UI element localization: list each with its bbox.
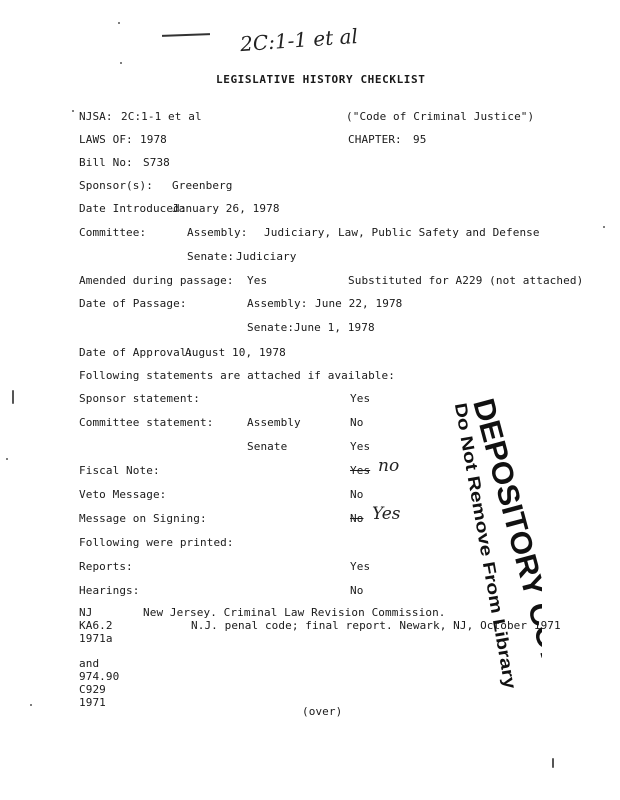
stamp-line-2: Do Not Remove From Library [450,401,511,638]
approval-value: August 10, 1978 [185,346,286,359]
fiscal-note-value: Yes [350,464,371,477]
passage-senate-value: June 1, 1978 [294,321,375,334]
sponsor-statement-label: Sponsor statement: [79,392,201,405]
handwritten-signing-correction: Yes [372,504,401,524]
fiscal-note-label: Fiscal Note: [79,464,160,477]
citation-line-1: New Jersey. Criminal Law Revision Commission. [143,606,446,619]
handwritten-stroke [162,33,210,37]
amended-value: Yes [247,274,268,287]
reports-label: Reports: [79,560,133,573]
committee-statement-senate-value: Yes [350,440,371,453]
citation-line-2: N.J. penal code; final report. Newark, NJ, October 1971 [191,619,561,632]
veto-message-label: Veto Message: [79,488,167,501]
chapter-value: 95 [413,133,427,146]
depository-stamp-graphic [432,398,542,698]
handwritten-fiscal-correction: no [378,456,400,476]
passage-assembly-value: June 22, 1978 [315,297,403,310]
scan-speck [6,458,8,460]
call-number-line: NJ [79,606,93,619]
committee-statement-label: Committee statement: [79,416,214,429]
laws-label: LAWS OF: [79,133,133,146]
scan-speck [12,390,14,404]
call-number-line: 1971 [79,696,106,709]
footer-over: (over) [302,705,343,718]
committee-label: Committee: [79,226,147,239]
committee-senate-value: Judiciary [236,250,297,263]
passage-assembly-label: Assembly: [247,297,308,310]
hearings-label: Hearings: [79,584,140,597]
committee-statement-senate-label: Senate [247,440,288,453]
scan-speck [603,226,605,228]
date-introduced-label: Date Introduced: [79,202,187,215]
message-on-signing-label: Message on Signing: [79,512,207,525]
passage-label: Date of Passage: [79,297,187,310]
laws-value: 1978 [140,133,167,146]
veto-message-value: No [350,488,364,501]
call-number-line: C929 [79,683,106,696]
bill-value: S738 [143,156,170,169]
scan-speck [118,22,120,24]
scan-speck [72,110,74,112]
depository-stamp [432,398,542,698]
call-number-line: and [79,657,100,670]
committee-statement-assembly-label: Assembly [247,416,301,429]
njsa-value: 2C:1-1 et al [121,110,202,123]
date-introduced-value: January 26, 1978 [172,202,280,215]
scan-speck [120,62,122,64]
chapter-label: CHAPTER: [348,133,402,146]
bill-label: Bill No: [79,156,133,169]
call-number-line: KA6.2 [79,619,113,632]
committee-assembly-value: Judiciary, Law, Public Safety and Defense [264,226,540,239]
scan-speck [30,704,32,706]
stamp-line-1: DEPOSITORY COPY [466,398,542,682]
passage-senate-label: Senate: [247,321,295,334]
handwritten-annotation: 2C:1-1 et al [239,23,359,57]
njsa-note: ("Code of Criminal Justice") [346,110,535,123]
message-on-signing-value: No [350,512,364,525]
printed-heading: Following were printed: [79,536,234,549]
sponsor-statement-value: Yes [350,392,371,405]
njsa-label: NJSA: [79,110,113,123]
amended-note: Substituted for A229 (not attached) [348,274,584,287]
amended-label: Amended during passage: [79,274,234,287]
approval-label: Date of Approval: [79,346,194,359]
reports-value: Yes [350,560,371,573]
scan-speck [552,758,554,768]
attached-heading: Following statements are attached if available: [79,369,395,382]
call-number-line: 974.90 [79,670,120,683]
sponsor-label: Sponsor(s): [79,179,153,192]
page-title: LEGISLATIVE HISTORY CHECKLIST [216,73,426,86]
call-number-line: 1971a [79,632,113,645]
hearings-value: No [350,584,364,597]
sponsor-value: Greenberg [172,179,233,192]
committee-assembly-label: Assembly: [187,226,248,239]
committee-senate-label: Senate: [187,250,235,263]
committee-statement-assembly-value: No [350,416,364,429]
